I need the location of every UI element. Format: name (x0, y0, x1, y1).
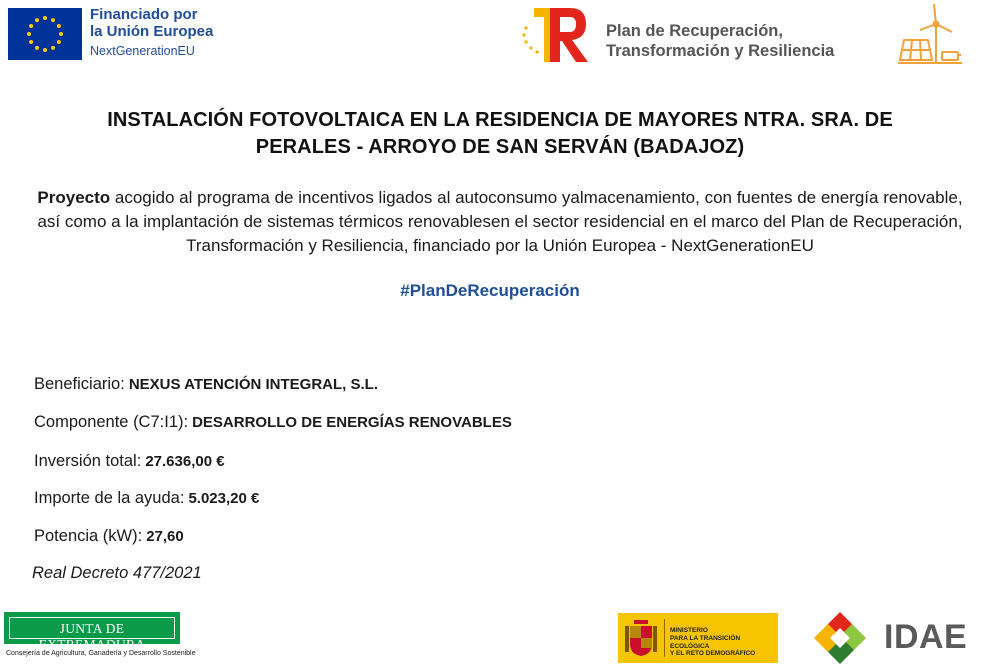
title-line-2: PERALES - ARROYO DE SAN SERVÁN (BADAJOZ) (255, 136, 745, 158)
inversion-field (34, 452, 225, 471)
potencia-value: 27,60 (146, 528, 184, 545)
coat-of-arms-icon (624, 618, 658, 658)
ministerio-line-3: Y EL RETO DEMOGRÁFICO (670, 650, 756, 658)
ministerio-line-2: PARA LA TRANSICIÓN ECOLÓGICA (670, 634, 741, 650)
ministerio-text (670, 627, 778, 658)
title-line-1: INSTALACIÓN FOTOVOLTAICA EN LA RESIDENCIA DE MAYORES NTRA. SRA. DE (107, 109, 893, 131)
inversion-value: 27.636,00 € (145, 453, 225, 470)
consejeria-text: Consejería de Agricultura, Ganadería y Desarrollo Sostenible (6, 650, 196, 657)
ministerio-logo (618, 613, 778, 663)
ministerio-divider (664, 619, 665, 657)
beneficiario-label: Beneficiario: (34, 375, 125, 393)
project-description (30, 186, 970, 258)
eu-line-1: Financiado por (90, 6, 198, 23)
description-lead: Proyecto (37, 188, 111, 207)
eu-flag-logo (8, 8, 82, 60)
componente-label: Componente (C7:I1): (34, 413, 189, 431)
importe-value: 5.023,20 € (188, 490, 260, 507)
potencia-field (34, 527, 184, 546)
eu-funding-text (90, 6, 213, 58)
junta-extremadura-logo (4, 612, 180, 652)
eu-line-3: NextGenerationEU (90, 43, 195, 58)
componente-value: DESARROLLO DE ENERGÍAS RENOVABLES (192, 414, 512, 431)
idae-text: IDAE (884, 618, 968, 656)
junta-logo-text: JUNTA DE EXTREMADURA (38, 621, 146, 652)
componente-field (34, 413, 512, 432)
prtr-logo-icon (520, 4, 592, 66)
solar-wind-energy-icon (898, 2, 964, 68)
idae-logo-icon (800, 610, 880, 666)
beneficiario-field (34, 375, 378, 394)
eu-stars-icon (8, 8, 82, 60)
description-text: acogido al programa de incentivos ligados al autoconsumo yalmacenamiento, con fuentes de energía renovable, así como a la implantación de sistemas térmicos renovablesen el sector residencial en el marco del Plan de Recuperación, Transformación y Resiliencia, financiado por la Unión Europea - NextGenerationEU (37, 188, 963, 256)
importe-field (34, 489, 259, 508)
project-title (40, 107, 960, 161)
eu-line-2: la Unión Europea (90, 23, 214, 41)
hashtag: #PlanDeRecuperación (400, 281, 580, 300)
prtr-line-2: Transformación y Resiliencia (606, 41, 835, 60)
prtr-text (606, 22, 834, 62)
inversion-label: Inversión total: (34, 452, 142, 470)
potencia-label: Potencia (kW): (34, 527, 143, 545)
real-decreto: Real Decreto 477/2021 (32, 564, 202, 582)
importe-label: Importe de la ayuda: (34, 489, 185, 507)
ministerio-line-1: MINISTERIO (670, 627, 708, 634)
prtr-line-1: Plan de Recuperación, (606, 22, 783, 40)
beneficiario-value: NEXUS ATENCIÓN INTEGRAL, S.L. (128, 376, 378, 393)
